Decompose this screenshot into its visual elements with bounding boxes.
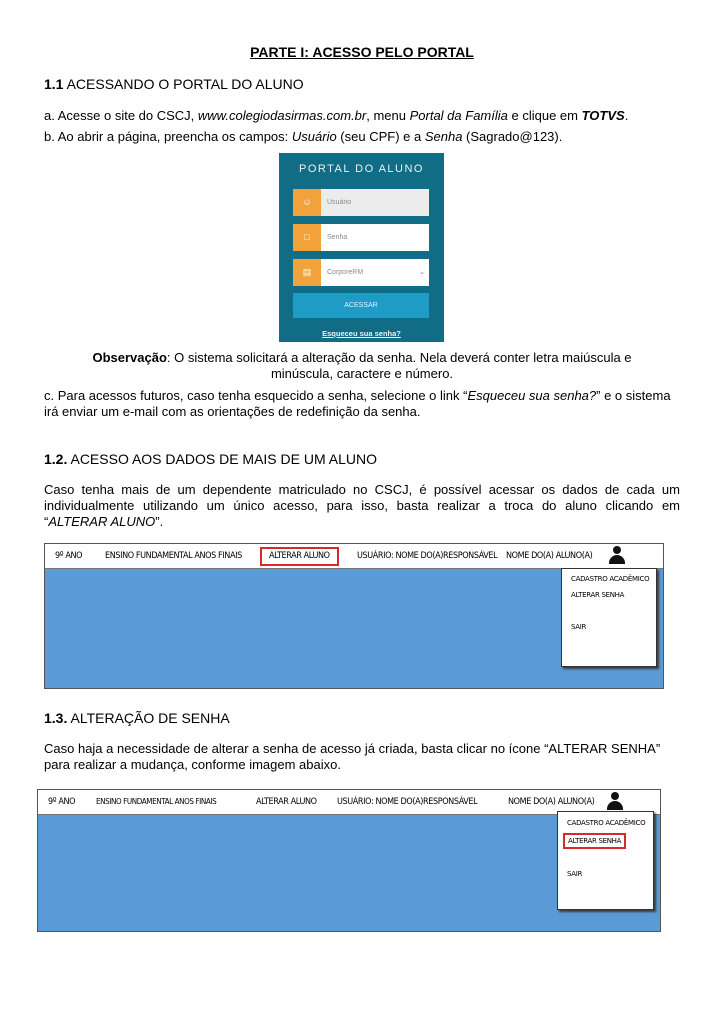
totvs-label: TOTVS xyxy=(581,108,625,123)
text: , menu xyxy=(366,108,410,123)
text: : O sistema solicitará a alteração da senha. Nela deverá conter letra maiúscula e xyxy=(166,350,632,365)
password-placeholder: Senha xyxy=(327,234,348,241)
step-c xyxy=(44,388,694,420)
text: . xyxy=(624,108,629,123)
text: ” e o sistema xyxy=(596,388,671,403)
user-dropdown-menu xyxy=(557,811,654,910)
section-title: ALTERAÇÃO DE SENHA xyxy=(70,710,230,726)
alterar-aluno-button[interactable]: ALTERAR ALUNO xyxy=(260,547,339,566)
section-number: 1.2. xyxy=(44,451,68,467)
lock-icon: □ xyxy=(293,224,321,251)
observation xyxy=(44,350,680,382)
menu-item-alterar-senha[interactable]: ALTERAR SENHA xyxy=(563,833,626,849)
text: e clique em xyxy=(507,108,582,123)
grade-label: 9º ANO xyxy=(55,551,83,561)
step-b xyxy=(44,129,694,145)
top-bar xyxy=(45,544,663,569)
menu-item-sair[interactable]: SAIR xyxy=(571,623,587,631)
text: irá enviar um e-mail com as orientações de redefinição da senha. xyxy=(44,404,421,419)
alterar-aluno-button[interactable]: ALTERAR ALUNO xyxy=(256,797,317,807)
text: para realizar a mudança, conforme imagem abaixo. xyxy=(44,757,341,772)
user-dropdown-menu xyxy=(561,568,657,667)
section-1-3-heading xyxy=(44,710,230,726)
forgot-link-term: Esqueceu sua senha? xyxy=(467,388,597,403)
student-name-label: NOME DO(A) ALUNO(A) xyxy=(508,797,595,807)
text: Caso haja a necessidade de alterar a senha de acesso já criada, basta clicar no ícone “ALTERAR SENHA” xyxy=(44,741,661,756)
alterar-aluno-term: ALTERAR ALUNO xyxy=(48,514,156,529)
site-url: www.colegiodasirmas.com.br xyxy=(197,108,367,123)
acessar-button[interactable]: ACESSAR xyxy=(293,293,429,318)
text: a. Acesse o site do CSCJ, xyxy=(44,108,198,123)
menu-item-sair[interactable]: SAIR xyxy=(567,870,583,878)
text: (Sagrado@123). xyxy=(462,129,563,144)
text: (seu CPF) e a xyxy=(336,129,425,144)
level-label: ENSINO FUNDAMENTAL ANOS FINAIS xyxy=(105,551,242,561)
student-name-label: NOME DO(A) ALUNO(A) xyxy=(506,551,593,561)
section-1-1-heading xyxy=(44,76,304,92)
user-icon[interactable] xyxy=(607,792,623,810)
menu-item-alterar-senha[interactable]: ALTERAR SENHA xyxy=(571,591,625,599)
level-label: ENSINO FUNDAMENTAL ANOS FINAIS xyxy=(96,797,217,806)
text: minúscula, caractere e número. xyxy=(270,366,454,381)
portal-mock-change-password xyxy=(37,789,661,932)
section-number: 1.3. xyxy=(44,710,68,726)
username-field[interactable] xyxy=(293,189,429,216)
username-placeholder: Usuário xyxy=(327,199,352,206)
system-select[interactable] xyxy=(293,259,429,286)
user-icon: ☺ xyxy=(293,189,321,216)
system-select-value: CorporeRM xyxy=(327,269,364,276)
database-icon: ▤ xyxy=(293,259,321,286)
senha-term: Senha xyxy=(424,129,463,144)
portal-title: PORTAL DO ALUNO xyxy=(299,163,424,175)
section-title: ACESSANDO O PORTAL DO ALUNO xyxy=(66,76,304,92)
menu-item-cadastro[interactable]: CADASTRO ACADÊMICO xyxy=(567,819,646,827)
text: “ xyxy=(44,514,49,529)
observation-label: Observação xyxy=(92,350,167,365)
text: b. Ao abrir a página, preencha os campos: xyxy=(44,129,292,144)
menu-name: Portal da Família xyxy=(409,108,508,123)
section-1-2-paragraph xyxy=(44,482,680,530)
chevron-down-icon: ⌄ xyxy=(419,269,425,276)
text: individualmente utilizando um único acesso, para isso, basta realizar a troca do aluno clicando em xyxy=(44,498,680,513)
text-line xyxy=(44,514,680,530)
menu-item-cadastro[interactable]: CADASTRO ACADÊMICO xyxy=(571,575,650,583)
forgot-password-link[interactable]: Esqueceu sua senha? xyxy=(322,329,401,338)
grade-label: 9º ANO xyxy=(48,797,76,807)
section-number: 1.1 xyxy=(44,76,64,92)
usuario-term: Usuário xyxy=(291,129,337,144)
user-icon[interactable] xyxy=(609,546,625,564)
user-label: USUÁRIO: NOME DO(A)RESPONSÁVEL xyxy=(337,797,478,807)
section-1-2-heading xyxy=(44,451,377,467)
user-label: USUÁRIO: NOME DO(A)RESPONSÁVEL xyxy=(357,551,498,561)
text: ”. xyxy=(155,514,164,529)
portal-login-panel xyxy=(279,153,444,342)
section-title: ACESSO AOS DADOS DE MAIS DE UM ALUNO xyxy=(70,451,378,467)
page-title: PARTE I: ACESSO PELO PORTAL xyxy=(250,44,474,60)
text: Caso tenha mais de um dependente matriculado no CSCJ, é possível acessar os dados de cada um xyxy=(44,482,680,497)
section-1-3-paragraph xyxy=(44,741,694,773)
step-a xyxy=(44,108,694,124)
text: c. Para acessos futuros, caso tenha esquecido a senha, selecione o link “ xyxy=(44,388,468,403)
password-field[interactable] xyxy=(293,224,429,251)
portal-mock-student-switch xyxy=(44,543,664,689)
